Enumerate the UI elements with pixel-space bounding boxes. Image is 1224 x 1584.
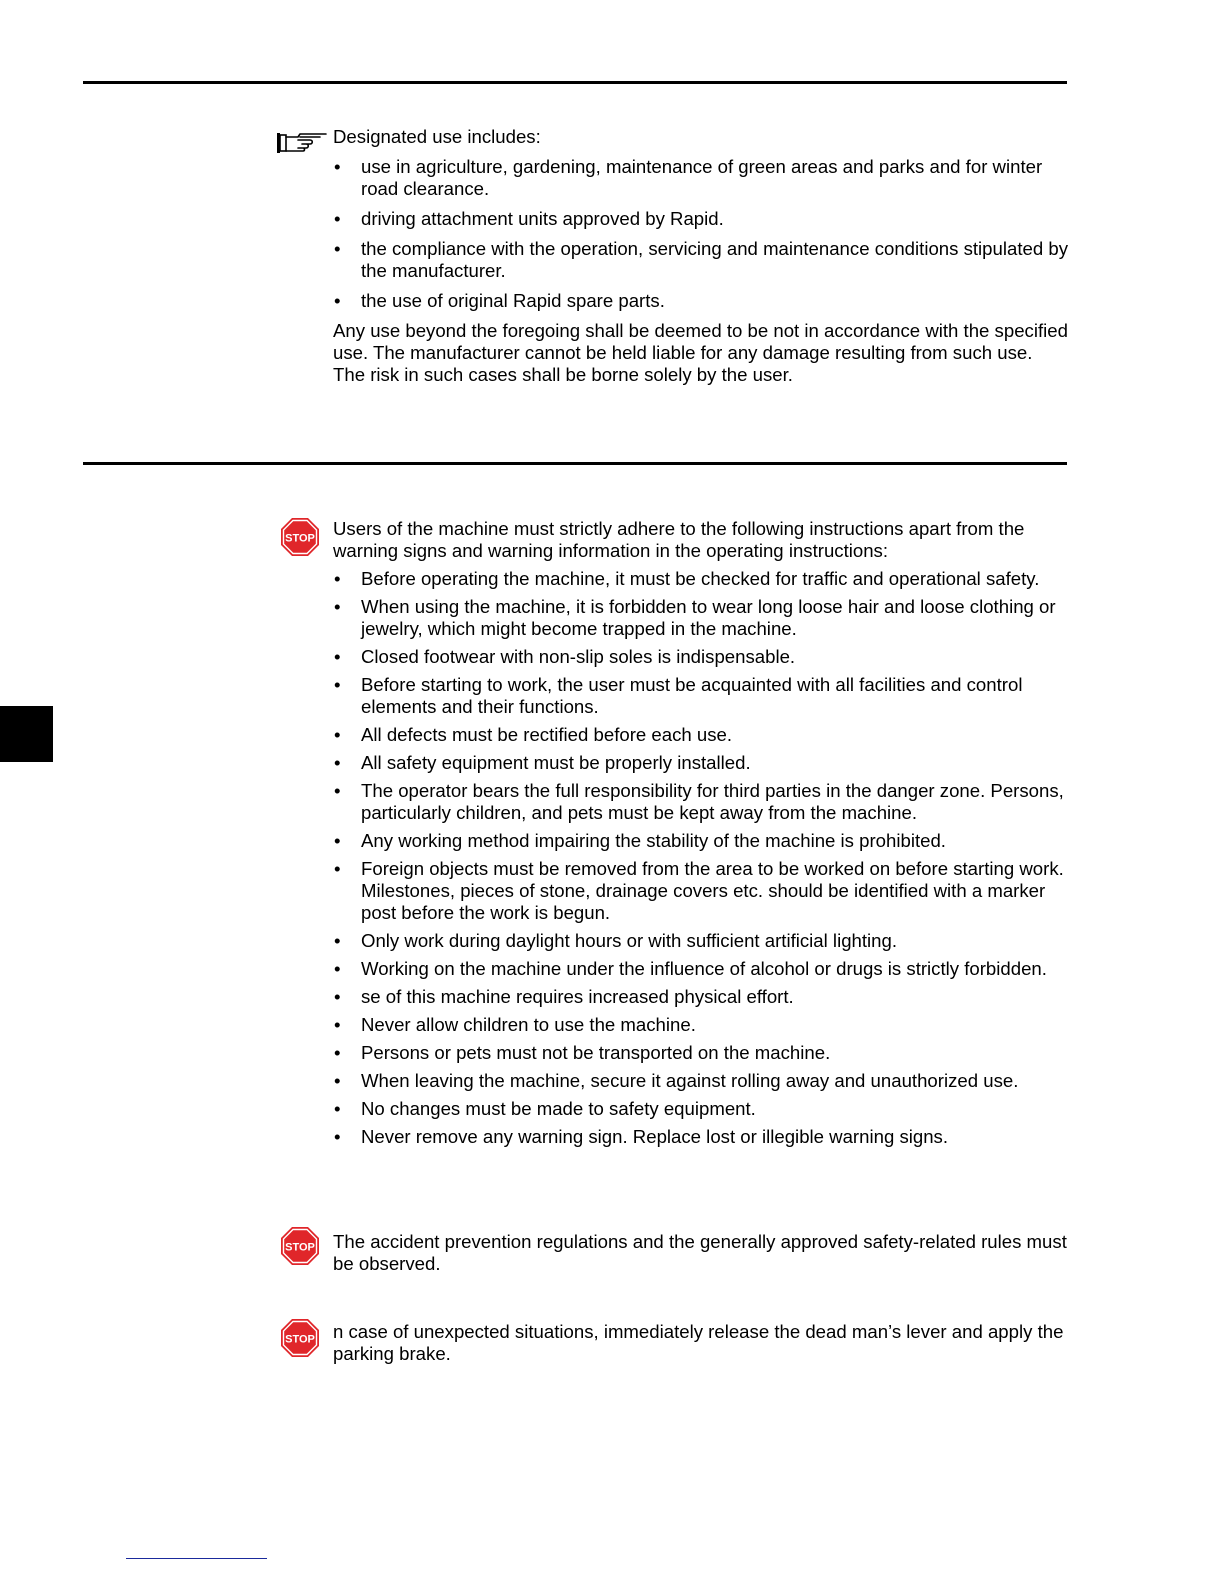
top-divider bbox=[83, 81, 1067, 84]
section-divider bbox=[83, 462, 1067, 465]
list-item: • Persons or pets must not be transported on the machine. bbox=[333, 1042, 1068, 1064]
stop-note-text: n case of unexpected situations, immediately release the dead man’s lever and apply the parking brake. bbox=[333, 1321, 1064, 1364]
list-item: • se of this machine requires increased physical effort. bbox=[333, 986, 1068, 1008]
stop-note-text: The accident prevention regulations and the generally approved safety-related rules must be observed. bbox=[333, 1231, 1067, 1274]
stop-sign-label: STOP bbox=[285, 532, 315, 545]
designated-use-intro: Designated use includes: bbox=[333, 126, 541, 147]
unexpected-situation-note bbox=[333, 1321, 1068, 1365]
designated-use-section bbox=[333, 126, 1068, 386]
list-item: • Never remove any warning sign. Replace lost or illegible warning signs. bbox=[333, 1126, 1068, 1148]
designated-use-closing: Any use beyond the foregoing shall be deemed to be not in accordance with the specified use. The manufacturer cannot be held liable for any damage resulting from such use. The risk in such cases shall be borne solely by the user. bbox=[333, 320, 1068, 385]
list-item: • When leaving the machine, secure it against rolling away and unauthorized use. bbox=[333, 1070, 1068, 1092]
designated-use-list bbox=[333, 156, 1068, 312]
stop-sign-icon bbox=[280, 517, 320, 557]
stop-sign-icon bbox=[280, 1226, 320, 1266]
stop-sign-label: STOP bbox=[285, 1333, 315, 1346]
list-item: • Before operating the machine, it must be checked for traffic and operational safety. bbox=[333, 568, 1068, 590]
accident-prevention-note bbox=[333, 1231, 1068, 1275]
list-item: • All safety equipment must be properly installed. bbox=[333, 752, 1068, 774]
list-item: • Never allow children to use the machine. bbox=[333, 1014, 1068, 1036]
list-item: • use in agriculture, gardening, maintenance of green areas and parks and for winter road clearance. bbox=[333, 156, 1068, 200]
pointing-hand-icon bbox=[276, 131, 328, 155]
footer-link-underline bbox=[126, 1558, 267, 1559]
list-item: • The operator bears the full responsibility for third parties in the danger zone. Persons, particularly children, and pets must be kept away from the machine. bbox=[333, 780, 1068, 824]
list-item: • the use of original Rapid spare parts. bbox=[333, 290, 1068, 312]
chapter-tab-marker bbox=[0, 706, 53, 762]
list-item: • driving attachment units approved by Rapid. bbox=[333, 208, 1068, 230]
list-item: • No changes must be made to safety equipment. bbox=[333, 1098, 1068, 1120]
list-item: • All defects must be rectified before each use. bbox=[333, 724, 1068, 746]
list-item: • Closed footwear with non-slip soles is indispensable. bbox=[333, 646, 1068, 668]
list-item: • Any working method impairing the stability of the machine is prohibited. bbox=[333, 830, 1068, 852]
list-item: • Before starting to work, the user must be acquainted with all facilities and control elements and their functions. bbox=[333, 674, 1068, 718]
list-item: • Foreign objects must be removed from the area to be worked on before starting work. Milestones, pieces of stone, drainage covers etc. should be identified with a marker post before the work is begun. bbox=[333, 858, 1068, 924]
safety-list bbox=[333, 568, 1068, 1148]
list-item: • Working on the machine under the influence of alcohol or drugs is strictly forbidden. bbox=[333, 958, 1068, 980]
list-item: • Only work during daylight hours or with sufficient artificial lighting. bbox=[333, 930, 1068, 952]
stop-sign-label: STOP bbox=[285, 1241, 315, 1254]
safety-instructions-section bbox=[333, 518, 1068, 1154]
list-item: • the compliance with the operation, servicing and maintenance conditions stipulated by the manufacturer. bbox=[333, 238, 1068, 282]
stop-sign-icon bbox=[280, 1318, 320, 1358]
list-item: • When using the machine, it is forbidden to wear long loose hair and loose clothing or jewelry, which might become trapped in the machine. bbox=[333, 596, 1068, 640]
safety-intro: Users of the machine must strictly adhere to the following instructions apart from the warning signs and warning information in the operating instructions: bbox=[333, 518, 1025, 561]
